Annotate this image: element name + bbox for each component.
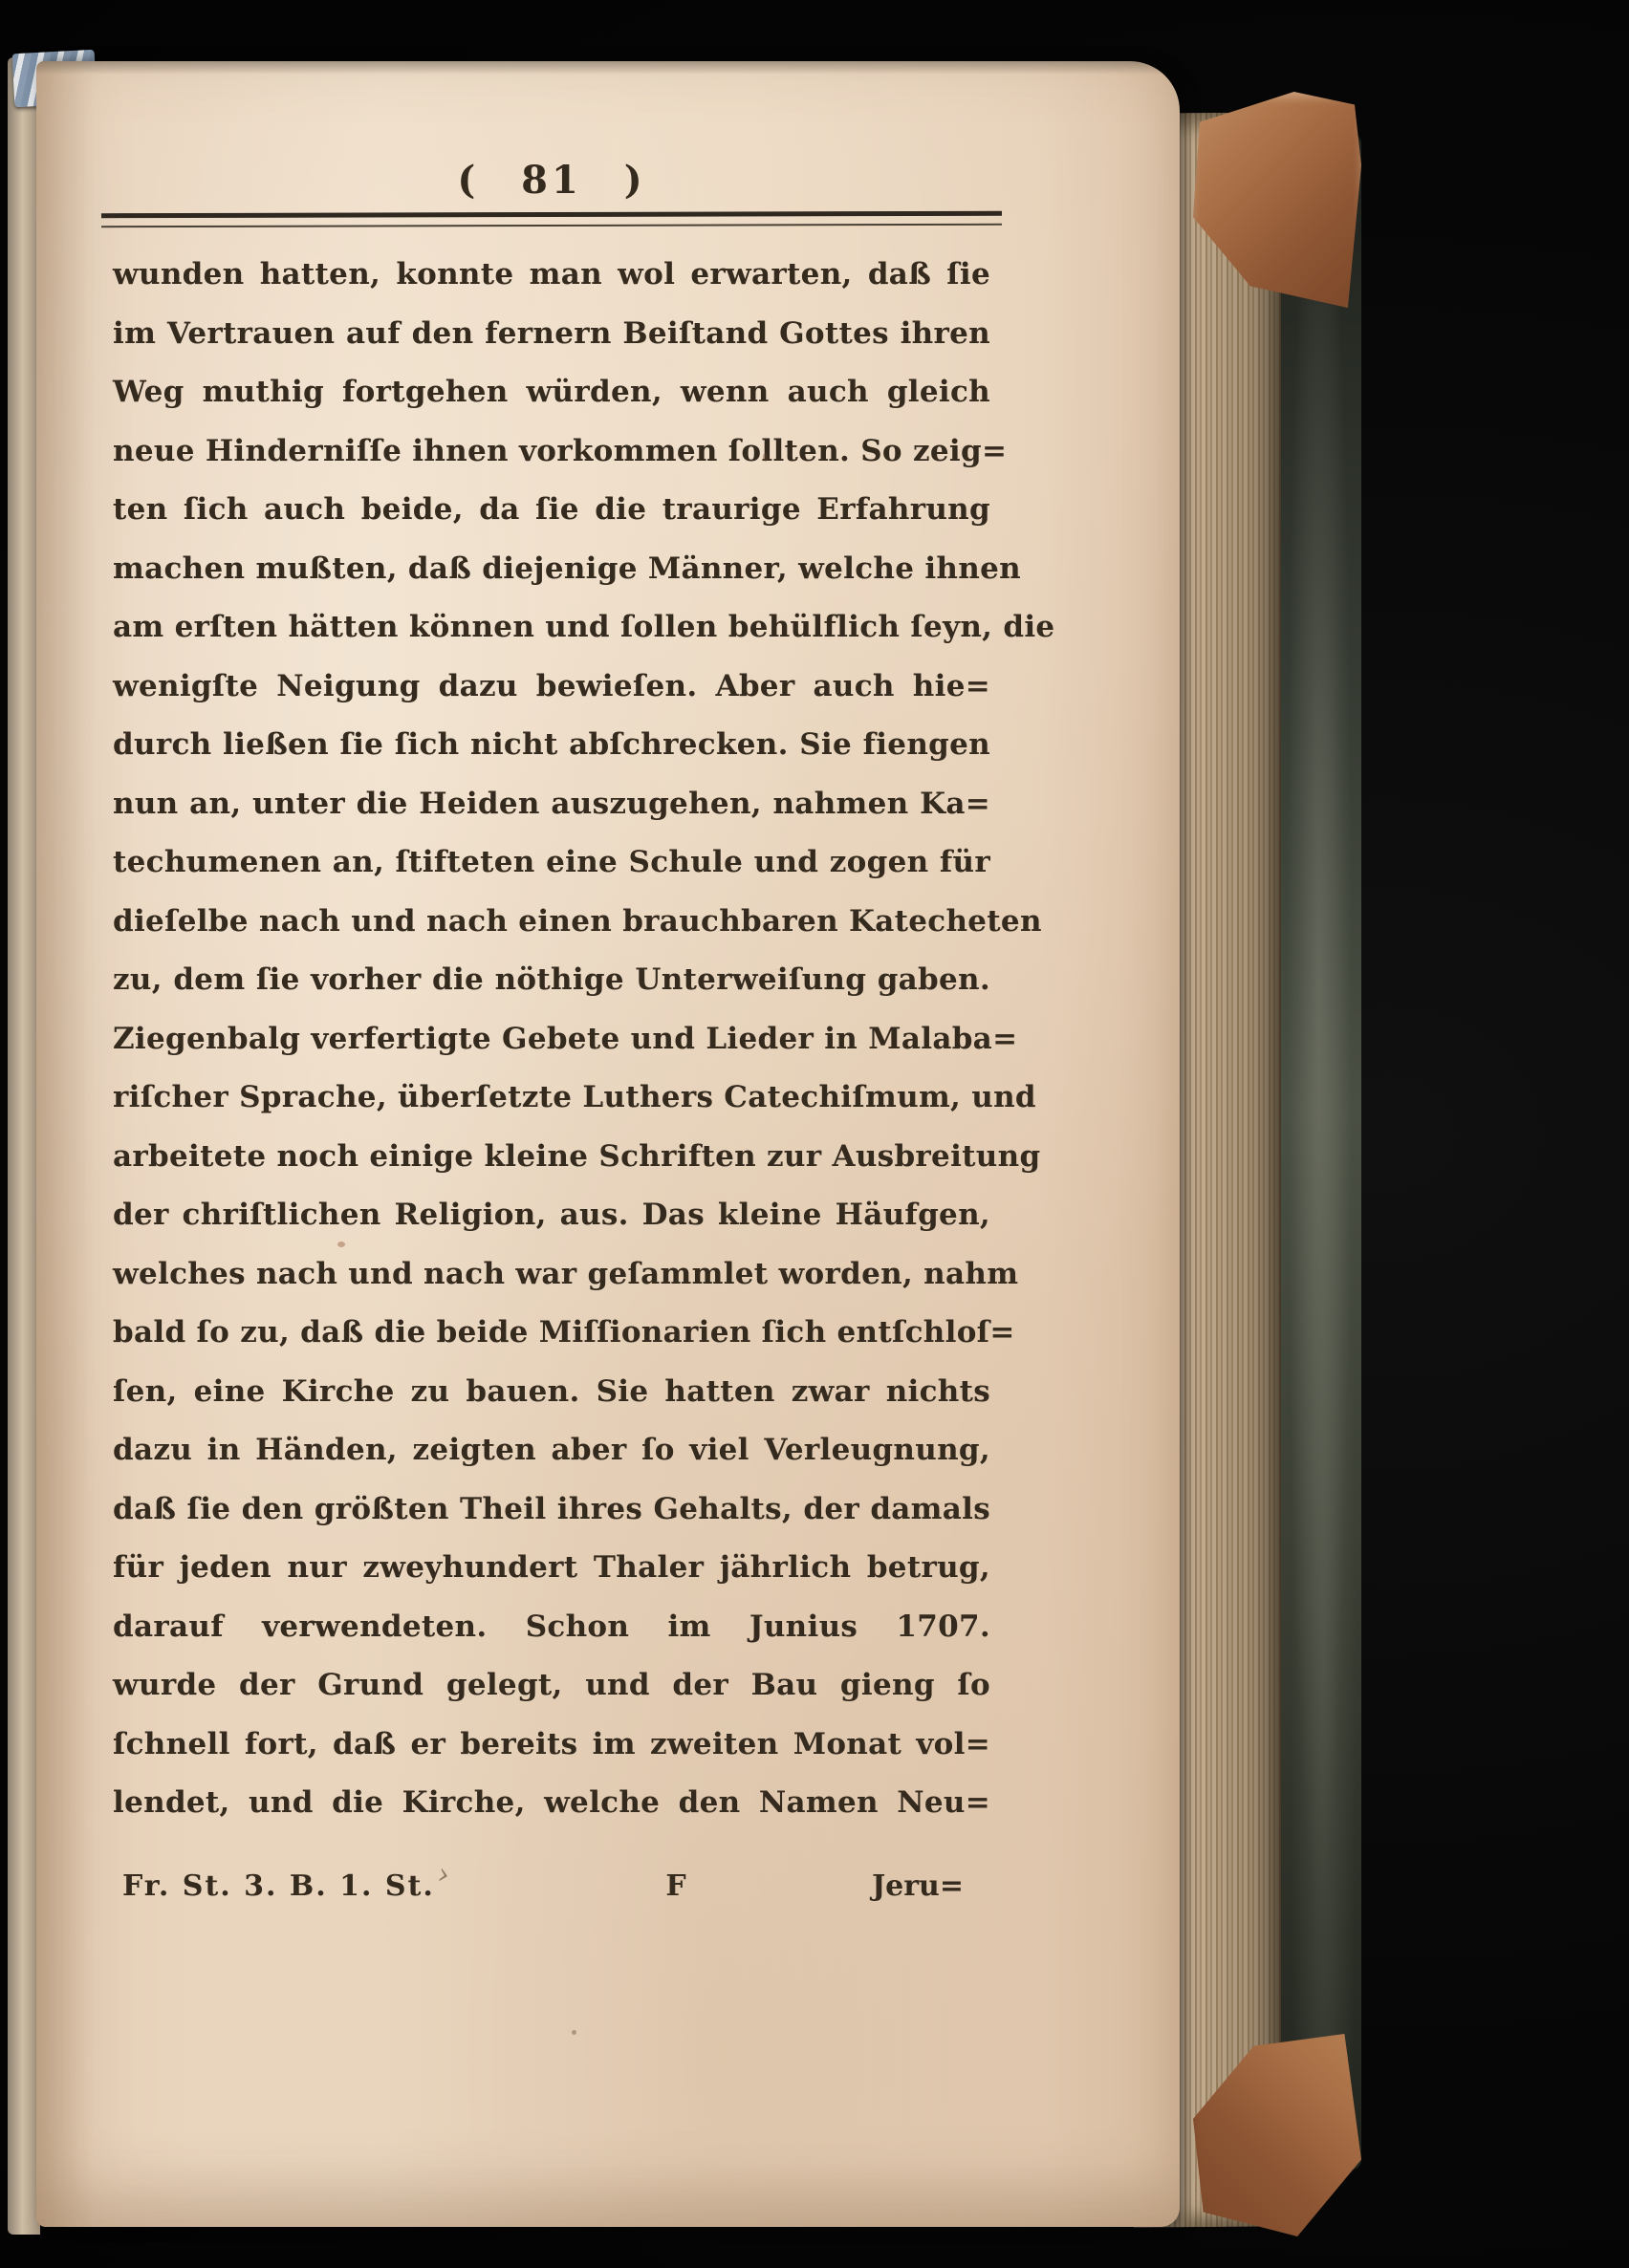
text-line: wunden hatten, konnte man wol erwarten, daß ſie bbox=[113, 257, 990, 292]
text-line: nun an, unter die Heiden auszugehen, nahmen Ka= bbox=[113, 786, 990, 821]
text-line: daß ſie den größten Theil ihres Gehalts, der damals bbox=[113, 1491, 990, 1526]
footer-line bbox=[113, 1858, 990, 1919]
text-line: Weg muthig fortgehen würden, wenn auch gleich bbox=[113, 375, 990, 409]
text-line: dazu in Händen, zeigten aber ſo viel Verleugnung, bbox=[113, 1433, 990, 1467]
text-line: am erſten hätten können und ſollen behülflich ſeyn, die bbox=[113, 610, 1055, 644]
text-line: durch ließen ſie ſich nicht abſchrecken. Sie fiengen bbox=[113, 727, 990, 762]
text-line: bald ſo zu, daß die beide Miſſionarien ſich entſchloſ= bbox=[113, 1315, 1015, 1350]
text-line: Ziegenbalg verfertigte Gebete und Lieder in Malaba= bbox=[113, 1021, 1018, 1056]
text-line: arbeitete noch einige kleine Schriften zur Ausbreitung bbox=[113, 1138, 1041, 1174]
text-line: der chriſtlichen Religion, aus. Das kleine Häufgen, bbox=[113, 1198, 990, 1232]
stray-pen-mark: › bbox=[434, 1857, 453, 1892]
left-page-edge bbox=[8, 57, 40, 2235]
text-line: für jeden nur zweyhundert Thaler jährlich betrug, bbox=[113, 1550, 990, 1585]
text-line: ſen, eine Kirche zu bauen. Sie hatten zwar nichts bbox=[113, 1373, 990, 1409]
text-line: darauf verwendeten. Schon im Junius 1707. bbox=[113, 1609, 990, 1644]
text-line: techumenen an, ſtifteten eine Schule und zogen für bbox=[113, 845, 990, 879]
paper-blemish bbox=[572, 2030, 576, 2035]
text-line: wenigſte Neigung dazu bewieſen. Aber auch hie= bbox=[113, 668, 990, 703]
paper-blemish bbox=[763, 453, 768, 462]
body-text bbox=[113, 246, 1055, 1833]
page-number: ( 81 ) bbox=[457, 158, 646, 203]
text-line: ſchnell fort, daß er bereits im zweiten Monat vol= bbox=[113, 1726, 990, 1761]
text-line: lendet, und die Kirche, welche den Namen Neu= bbox=[113, 1785, 990, 1820]
text-column bbox=[113, 157, 1055, 1919]
text-line: im Vertrauen auf den fernern Beiſtand Gottes ihren bbox=[113, 315, 990, 351]
text-line: riſcher Sprache, überſetzte Luthers Catechiſmum, und bbox=[113, 1080, 1036, 1114]
text-line: zu, dem ſie vorher die nöthige Unterweiſung gaben. bbox=[113, 962, 990, 997]
paper-blemish bbox=[337, 1242, 345, 1247]
text-line: ten ſich auch beide, da ſie die traurige Erfahrung bbox=[113, 492, 990, 527]
text-line: machen mußten, daß diejenige Männer, welche ihnen bbox=[113, 551, 1021, 586]
volume-signature: Fr. St. 3. B. 1. St. bbox=[122, 1868, 435, 1903]
header-rule bbox=[101, 211, 1002, 227]
board-cover-edge bbox=[1277, 134, 1361, 2170]
book-page bbox=[36, 61, 1180, 2227]
text-line: neue Hinderniſſe ihnen vorkommen ſollten. So zeig= bbox=[113, 433, 1008, 468]
catchword: Jeru= bbox=[871, 1868, 964, 1903]
gathering-signature: F bbox=[665, 1868, 686, 1903]
text-line: welches nach und nach war geſammlet worden, nahm bbox=[113, 1256, 1019, 1291]
text-line: dieſelbe nach und nach einen brauchbaren Katecheten bbox=[113, 903, 1042, 939]
text-line: wurde der Grund gelegt, und der Bau gieng ſo bbox=[113, 1668, 990, 1702]
